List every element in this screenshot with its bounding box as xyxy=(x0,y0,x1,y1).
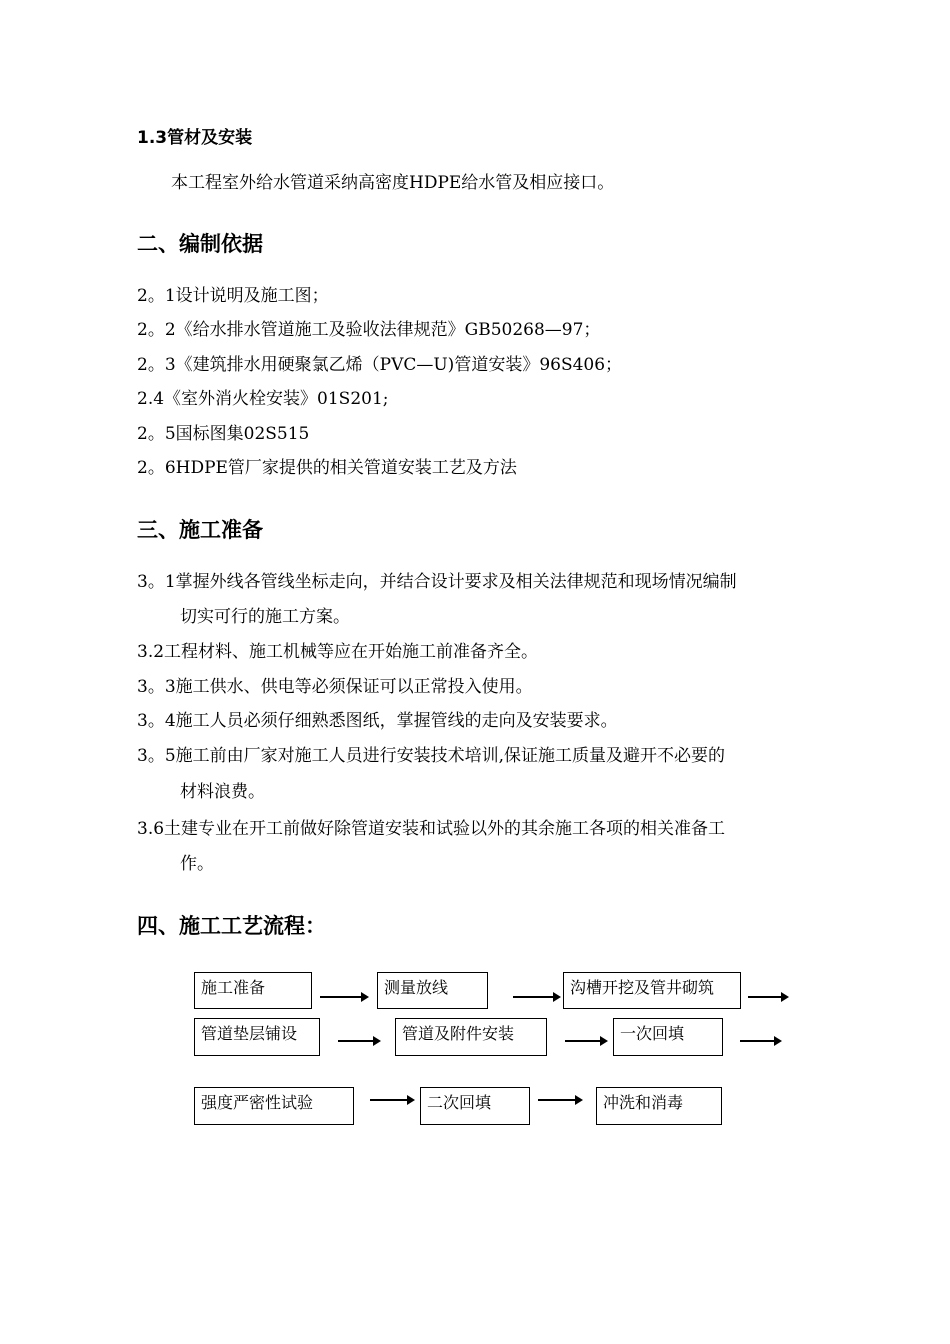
prep-item: 3.2工程材料、施工机械等应在开始施工前准备齐全。 xyxy=(137,642,539,662)
flow-arrow xyxy=(565,1040,601,1042)
prep-item: 3。1掌握外线各管线坐标走向，并结合设计要求及相关法律规范和现场情况编制 xyxy=(137,572,737,592)
prep-item: 3.6土建专业在开工前做好除管道安装和试验以外的其余施工各项的相关准备工 xyxy=(137,819,726,839)
section-1-3-body: 本工程室外给水管道采纳高密度HDPE给水管及相应接口。 xyxy=(171,173,615,193)
prep-item: 3。3施工供水、供电等必须保证可以正常投入使用。 xyxy=(137,677,533,697)
basis-item: 2。6HDPE管厂家提供的相关管道安装工艺及方法 xyxy=(137,458,517,478)
section-3-heading: 三、施工准备 xyxy=(137,518,263,542)
flow-step-survey: 测量放线 xyxy=(377,972,488,1009)
flow-step-second-backfill: 二次回填 xyxy=(420,1087,530,1125)
flow-step-pipe-install: 管道及附件安装 xyxy=(395,1018,547,1056)
flow-arrow xyxy=(370,1099,408,1101)
prep-item: 3。5施工前由厂家对施工人员进行安装技术培训,保证施工质量及避开不必要的 xyxy=(137,746,726,766)
basis-item: 2。5国标图集02S515 xyxy=(137,424,310,444)
flow-step-flush-disinfect: 冲洗和消毒 xyxy=(596,1087,722,1125)
flow-arrow xyxy=(320,996,362,998)
flow-arrow xyxy=(538,1099,576,1101)
section-1-3-heading: 1.3管材及安装 xyxy=(137,128,253,148)
flow-arrow xyxy=(513,996,554,998)
flow-step-trench: 沟槽开挖及管井砌筑 xyxy=(563,972,741,1009)
basis-item: 2。3《建筑排水用硬聚氯乙烯（PVC—U)管道安装》96S406； xyxy=(137,355,623,375)
flow-step-bedding: 管道垫层铺设 xyxy=(194,1018,320,1056)
prep-item-continuation: 作。 xyxy=(180,854,214,874)
section-2-heading: 二、编制依据 xyxy=(137,232,263,256)
basis-item: 2.4《室外消火栓安装》01S201; xyxy=(137,389,389,409)
flow-step-first-backfill: 一次回填 xyxy=(613,1018,723,1056)
prep-item-continuation: 材料浪费。 xyxy=(180,782,265,802)
flow-step-pressure-test: 强度严密性试验 xyxy=(194,1087,354,1125)
flow-arrow xyxy=(740,1040,775,1042)
flow-arrow xyxy=(748,996,782,998)
prep-item-continuation: 切实可行的施工方案。 xyxy=(180,607,350,627)
basis-item: 2。2《给水排水管道施工及验收法律规范》GB50268—97； xyxy=(137,320,601,340)
section-4-heading: 四、施工工艺流程： xyxy=(137,914,326,938)
flow-step-prep: 施工准备 xyxy=(194,972,312,1009)
flow-arrow xyxy=(338,1040,374,1042)
basis-item: 2。1设计说明及施工图； xyxy=(137,286,329,306)
prep-item: 3。4施工人员必须仔细熟悉图纸，掌握管线的走向及安装要求。 xyxy=(137,711,618,731)
